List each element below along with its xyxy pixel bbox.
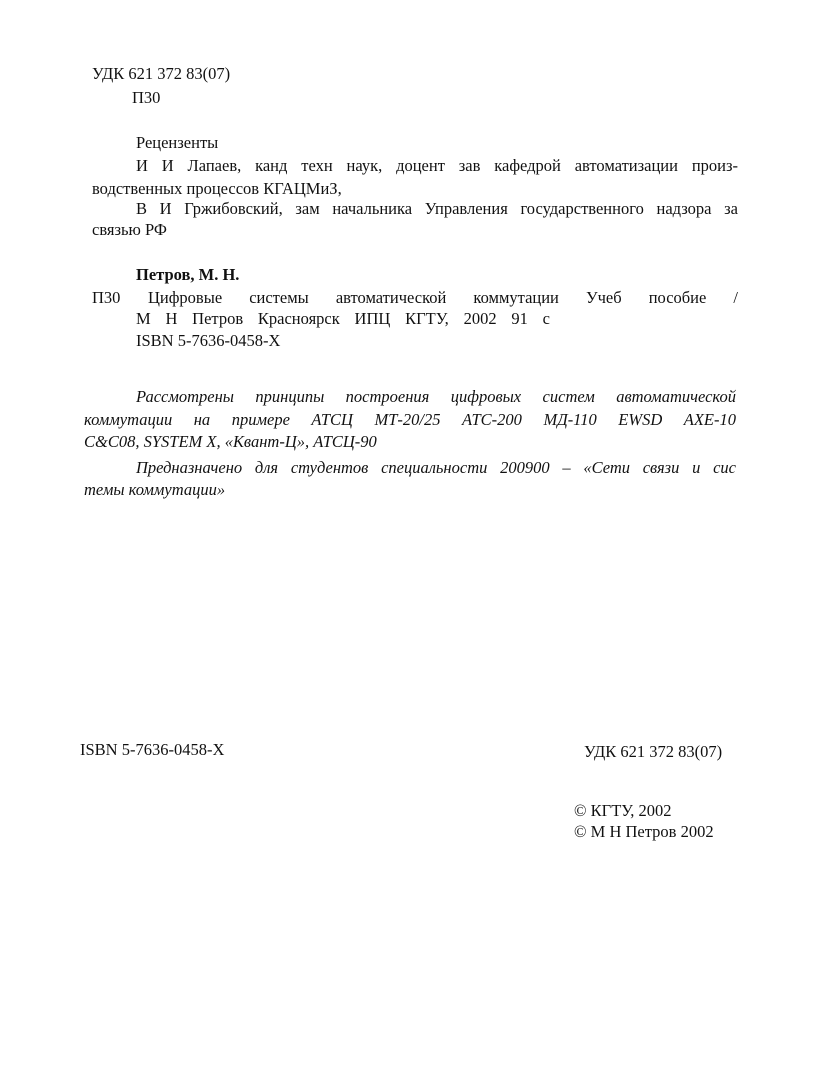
- reviewer-line-4: связью РФ: [92, 220, 167, 239]
- annotation-line-1: Рассмотрены принципы построения цифровых систем автоматической: [136, 387, 736, 406]
- book-title-line: Цифровые системы автоматической коммутации Учеб пособие /: [148, 288, 738, 307]
- catalog-code-header: П30: [132, 88, 161, 107]
- annotation-line-3: С&С08, SYSTEM X, «Квант-Ц», АТСЦ-90: [84, 432, 377, 451]
- reviewer-line-2: водственных процессов КГАЦМиЗ,: [92, 179, 342, 198]
- footer-isbn: ISBN 5-7636-0458-Х: [80, 740, 225, 759]
- reviewers-title: Рецензенты: [136, 133, 219, 152]
- annotation-line-2: коммутации на примере АТСЦ МТ-20/25 АТС-200 МД-110 EWSD АХЕ-10: [84, 410, 736, 429]
- annotation-line-5: темы коммутации»: [84, 480, 226, 499]
- footer-udk: УДК 621 372 83(07): [584, 742, 723, 761]
- reviewer-line-1: И И Лапаев, канд техн наук, доцент зав кафедрой автоматизации произ-: [136, 156, 738, 175]
- reviewer-line-3: В И Гржибовский, зам начальника Управления государственного надзора за: [136, 199, 738, 218]
- imprint-line: М Н Петров Красноярск ИПЦ КГТУ, 2002 91 с: [136, 309, 550, 328]
- bibliographic-code: П30: [92, 288, 121, 307]
- copyright-org: © КГТУ, 2002: [574, 801, 672, 820]
- bibliographic-isbn: ISBN 5-7636-0458-Х: [136, 331, 281, 350]
- copyright-author: © М Н Петров 2002: [574, 822, 714, 841]
- udk-header: УДК 621 372 83(07): [92, 64, 231, 83]
- annotation-line-4: Предназначено для студентов специальности 200900 – «Сети связи и сис: [136, 458, 736, 477]
- author-heading: Петров, М. Н.: [136, 265, 240, 284]
